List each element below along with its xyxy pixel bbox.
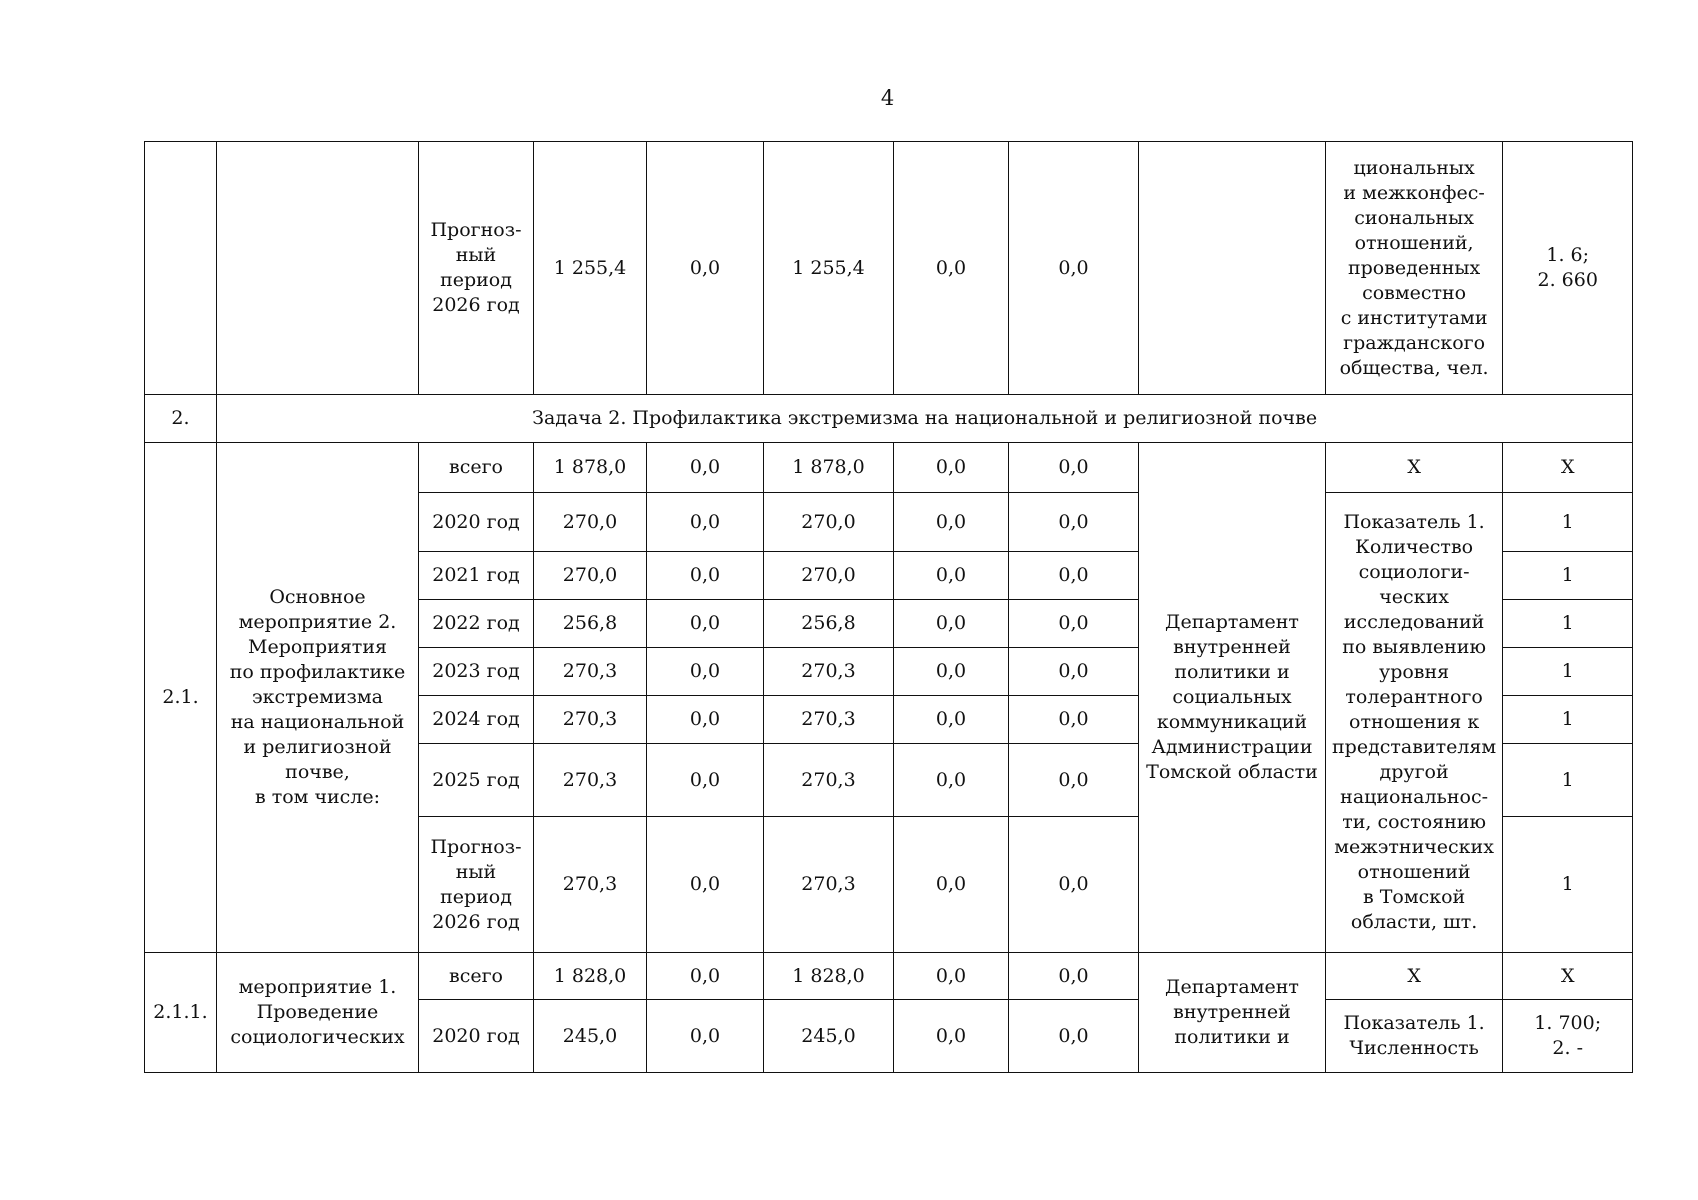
page-number: 4 (880, 86, 895, 110)
cell-federal: 0,0 (647, 1000, 764, 1073)
cell-regional: 270,3 (764, 744, 894, 817)
cell-value-header: Х (1503, 443, 1633, 493)
cell-local: 0,0 (894, 493, 1009, 552)
cell-total: 1 828,0 (534, 953, 647, 1000)
program-table (144, 141, 1633, 1073)
cell-regional: 270,3 (764, 696, 894, 744)
cell-local: 0,0 (894, 552, 1009, 600)
cell-regional: 270,0 (764, 552, 894, 600)
cell-local: 0,0 (894, 648, 1009, 696)
cell-indicator: Показатель 1. Количество социологи- ческих исследований по выявлению уровня толерантного отношения к представителям другой национальнос- ти, состоянию межэтнических отношений в Томской области, шт. (1326, 493, 1503, 953)
cell-event-name (217, 142, 419, 395)
cell-local: 0,0 (894, 953, 1009, 1000)
cell-federal: 0,0 (647, 552, 764, 600)
cell-number: 2.1. (145, 443, 217, 953)
table-row-main-total (145, 443, 1633, 493)
cell-executor: Департамент внутренней политики и (1139, 953, 1326, 1073)
cell-local: 0,0 (894, 443, 1009, 493)
cell-task-title: Задача 2. Профилактика экстремизма на национальной и религиозной почве (217, 395, 1633, 443)
cell-local: 0,0 (894, 696, 1009, 744)
cell-number (145, 142, 217, 395)
cell-executor: Департамент внутренней политики и социальных коммуникаций Администрации Томской области (1139, 443, 1326, 953)
cell-total: 1 878,0 (534, 443, 647, 493)
cell-federal: 0,0 (647, 443, 764, 493)
cell-local: 0,0 (894, 1000, 1009, 1073)
cell-federal: 0,0 (647, 648, 764, 696)
cell-regional: 270,3 (764, 817, 894, 953)
cell-event-name: мероприятие 1. Проведение социологических (217, 953, 419, 1073)
cell-local: 0,0 (894, 744, 1009, 817)
cell-indicator-value: 1. 700; 2. - (1503, 1000, 1633, 1073)
cell-period: Прогноз- ный период 2026 год (419, 142, 534, 395)
cell-regional: 256,8 (764, 600, 894, 648)
cell-total: 270,3 (534, 696, 647, 744)
cell-total: 270,3 (534, 648, 647, 696)
cell-event-name: Основное мероприятие 2. Мероприятия по профилактике экстремизма на национальной и религиозной почве, в том числе: (217, 443, 419, 953)
cell-total: 270,0 (534, 493, 647, 552)
cell-indicator-value: 1 (1503, 817, 1633, 953)
table-row-continued (145, 142, 1633, 395)
cell-indicator-header: Х (1326, 443, 1503, 493)
cell-federal: 0,0 (647, 953, 764, 1000)
cell-indicator-value: 1 (1503, 744, 1633, 817)
cell-total: 245,0 (534, 1000, 647, 1073)
cell-period: 2020 год (419, 493, 534, 552)
cell-extrabudget: 0,0 (1009, 953, 1139, 1000)
cell-number: 2.1.1. (145, 953, 217, 1073)
cell-extrabudget: 0,0 (1009, 1000, 1139, 1073)
cell-extrabudget: 0,0 (1009, 552, 1139, 600)
cell-period: Прогноз- ный период 2026 год (419, 817, 534, 953)
cell-total: 256,8 (534, 600, 647, 648)
cell-federal: 0,0 (647, 817, 764, 953)
cell-extrabudget: 0,0 (1009, 648, 1139, 696)
cell-federal: 0,0 (647, 493, 764, 552)
cell-total: 270,3 (534, 817, 647, 953)
cell-extrabudget: 0,0 (1009, 443, 1139, 493)
cell-total: 1 255,4 (534, 142, 647, 395)
cell-period: 2025 год (419, 744, 534, 817)
cell-indicator-value: 1 (1503, 493, 1633, 552)
cell-extrabudget: 0,0 (1009, 142, 1139, 395)
cell-indicator-value: 1 (1503, 552, 1633, 600)
table-row-sub-total (145, 953, 1633, 1000)
cell-regional: 245,0 (764, 1000, 894, 1073)
cell-indicator-value: 1 (1503, 648, 1633, 696)
cell-federal: 0,0 (647, 600, 764, 648)
cell-regional: 1 878,0 (764, 443, 894, 493)
cell-period: 2023 год (419, 648, 534, 696)
cell-indicator-value: 1 (1503, 696, 1633, 744)
cell-local: 0,0 (894, 142, 1009, 395)
cell-federal: 0,0 (647, 142, 764, 395)
cell-task-number: 2. (145, 395, 217, 443)
task-row (145, 395, 1633, 443)
cell-period: 2024 год (419, 696, 534, 744)
cell-regional: 270,3 (764, 648, 894, 696)
cell-extrabudget: 0,0 (1009, 817, 1139, 953)
cell-regional: 1 828,0 (764, 953, 894, 1000)
cell-regional: 270,0 (764, 493, 894, 552)
cell-period: всего (419, 953, 534, 1000)
cell-period: всего (419, 443, 534, 493)
cell-extrabudget: 0,0 (1009, 744, 1139, 817)
cell-period: 2022 год (419, 600, 534, 648)
cell-extrabudget: 0,0 (1009, 493, 1139, 552)
cell-extrabudget: 0,0 (1009, 696, 1139, 744)
cell-total: 270,3 (534, 744, 647, 817)
cell-executor (1139, 142, 1326, 395)
cell-period: 2021 год (419, 552, 534, 600)
cell-local: 0,0 (894, 600, 1009, 648)
cell-indicator: циональных и межконфес- сиональных отношений, проведенных совместно с институтами гражданского общества, чел. (1326, 142, 1503, 395)
cell-local: 0,0 (894, 817, 1009, 953)
cell-value-header: Х (1503, 953, 1633, 1000)
cell-federal: 0,0 (647, 744, 764, 817)
cell-total: 270,0 (534, 552, 647, 600)
cell-indicator: Показатель 1. Численность (1326, 1000, 1503, 1073)
cell-indicator-value: 1 (1503, 600, 1633, 648)
cell-federal: 0,0 (647, 696, 764, 744)
cell-regional: 1 255,4 (764, 142, 894, 395)
cell-indicator-value: 1. 6; 2. 660 (1503, 142, 1633, 395)
cell-indicator-header: Х (1326, 953, 1503, 1000)
cell-extrabudget: 0,0 (1009, 600, 1139, 648)
cell-period: 2020 год (419, 1000, 534, 1073)
